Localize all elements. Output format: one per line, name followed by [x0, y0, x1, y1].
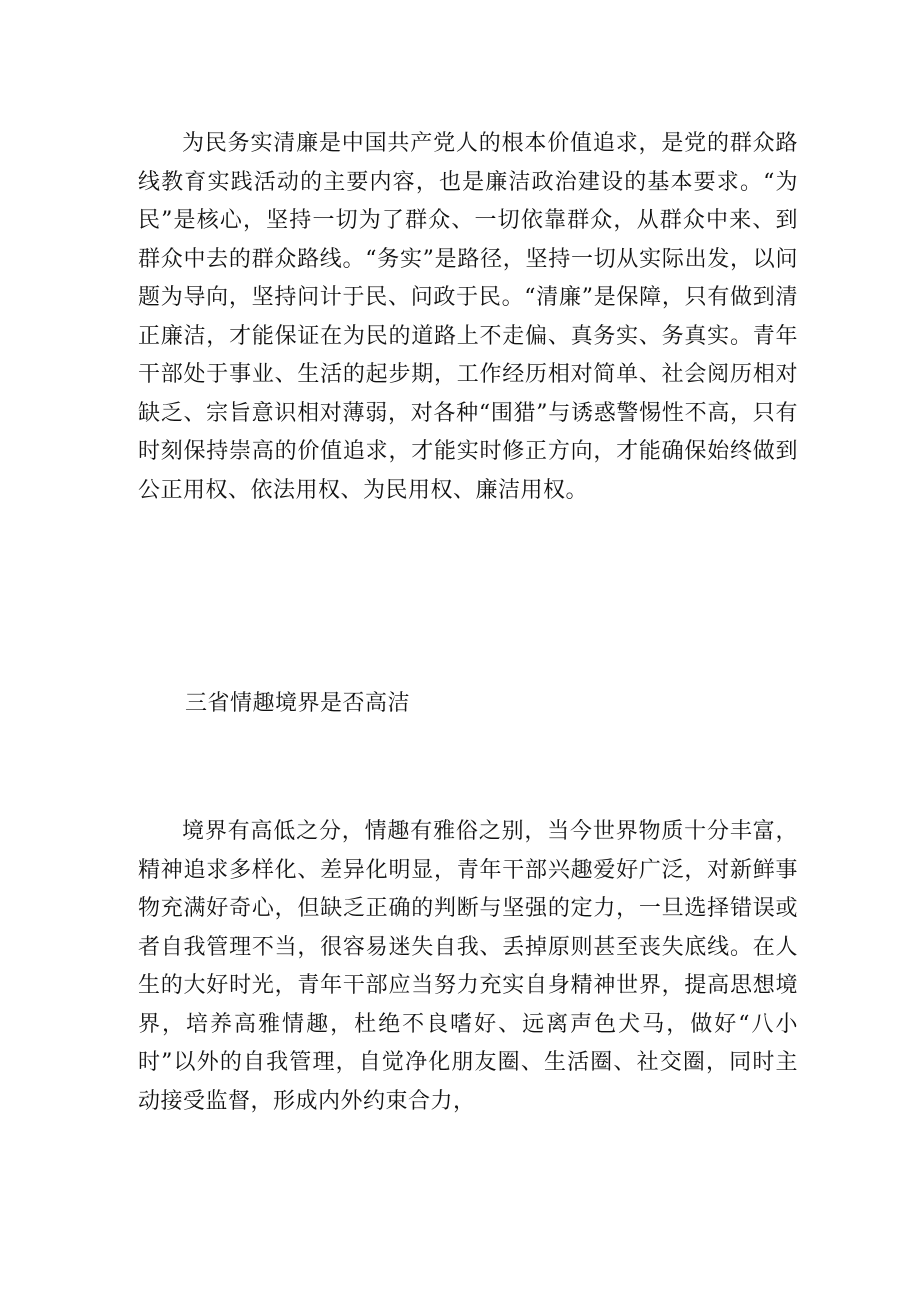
- section-heading: 三省情趣境界是否高洁: [185, 691, 411, 716]
- body-paragraph-1: 为民务实清廉是中国共产党人的根本价值追求，是党的群众路线教育实践活动的主要内容，也是廉洁政治建设的基本要求。“为民”是核心，坚持一切为了群众、一切依靠群众，从群众中来、到群众中去的群众路线。“务实”是路径，坚持一切从实际出发，以问题为导向，坚持问计于民、问政于民。“清廉”是保障，只有做到清正廉洁，才能保证在为民的道路上不走偏、真务实、务真实。青年干部处于事业、生活的起步期，工作经历相对简单、社会阅历相对缺乏、宗旨意识相对薄弱，对各种“围猎”与诱惑警惕性不高，只有时刻保持崇高的价值追求，才能实时修正方向，才能确保始终做到公正用权、依法用权、为民用权、廉洁用权。: [138, 131, 798, 503]
- body-paragraph-2: 境界有高低之分，情趣有雅俗之别，当今世界物质十分丰富，精神追求多样化、差异化明显，青年干部兴趣爱好广泛，对新鲜事物充满好奇心，但缺乏正确的判断与坚强的定力，一旦选择错误或者自我管理不当，很容易迷失自我、丢掉原则甚至丧失底线。在人生的大好时光，青年干部应当努力充实自身精神世界，提高思想境界，培养高雅情趣，杜绝不良嗜好、远离声色犬马，做好“八小时”以外的自我管理，自觉净化朋友圈、生活圈、社交圈，同时主动接受监督，形成内外约束合力，: [138, 819, 798, 1114]
